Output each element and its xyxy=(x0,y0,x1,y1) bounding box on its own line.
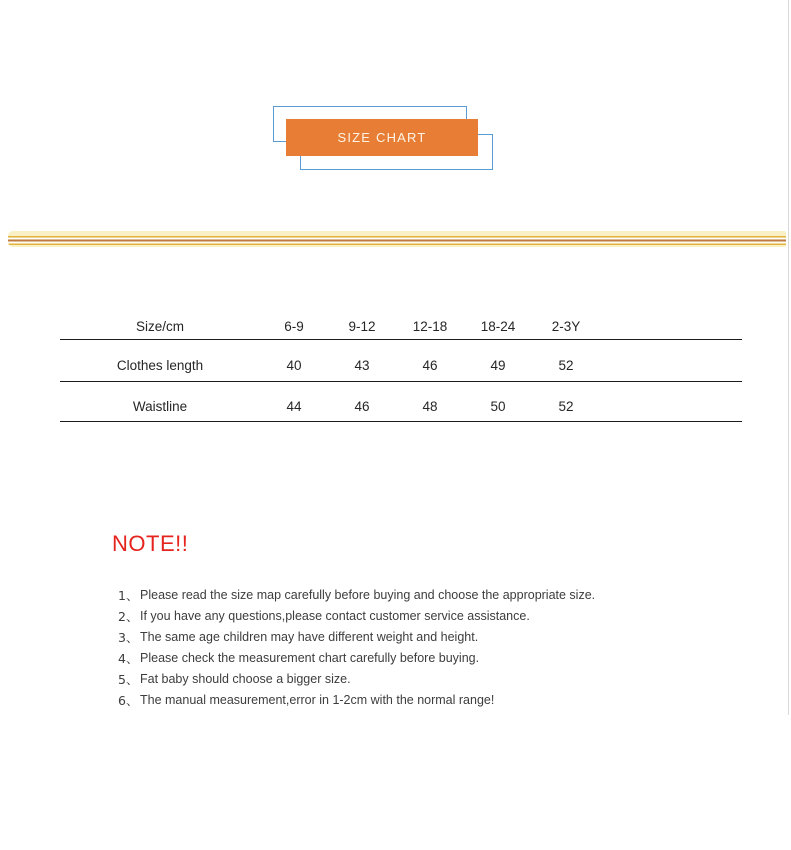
divider-band xyxy=(8,231,786,247)
note-number: 3、 xyxy=(118,630,139,645)
table-header-row xyxy=(60,312,742,340)
note-number: 2、 xyxy=(118,609,139,624)
note-heading: NOTE!! xyxy=(112,531,189,556)
table-row xyxy=(60,340,742,382)
table-row-label: Waistline xyxy=(132,399,188,414)
table-cell: 48 xyxy=(422,399,438,414)
note-number: 4、 xyxy=(118,651,139,666)
table-row xyxy=(60,382,742,422)
table-cell: 49 xyxy=(490,358,506,373)
note-item xyxy=(118,690,595,711)
note-text: Fat baby should choose a bigger size. xyxy=(140,672,351,686)
table-cell: 50 xyxy=(490,399,506,414)
table-cell: 46 xyxy=(354,399,370,414)
note-text: The manual measurement,error in 1-2cm with the normal range! xyxy=(140,693,495,707)
note-item xyxy=(118,585,595,606)
table-header-cell: 6-9 xyxy=(284,319,304,334)
table-header-cell: 2-3Y xyxy=(551,319,581,334)
table-header-cell: 12-18 xyxy=(412,319,448,334)
table-header-cell: 9-12 xyxy=(348,319,376,334)
note-number: 6、 xyxy=(118,693,139,708)
right-edge-line xyxy=(788,0,789,715)
table-cell: 46 xyxy=(422,358,438,373)
note-item xyxy=(118,648,595,669)
table-cell: 40 xyxy=(286,358,302,373)
table-header-cell: 18-24 xyxy=(480,319,516,334)
table-cell: 43 xyxy=(354,358,370,373)
note-item xyxy=(118,627,595,648)
note-number: 1、 xyxy=(118,588,139,603)
table-row-label: Clothes length xyxy=(116,358,204,373)
table-cell: 44 xyxy=(286,399,302,414)
note-text: Please read the size map carefully before buying and choose the appropriate size. xyxy=(140,588,596,602)
table-cell: 52 xyxy=(558,399,574,414)
note-text: If you have any questions,please contact customer service assistance. xyxy=(140,609,530,623)
size-table xyxy=(60,312,742,422)
note-text: Please check the measurement chart carefully before buying. xyxy=(140,651,480,665)
table-header-label: Size/cm xyxy=(135,319,184,334)
note-text: The same age children may have different weight and height. xyxy=(140,630,479,644)
note-number: 5、 xyxy=(118,672,139,687)
table-cell: 52 xyxy=(558,358,574,373)
banner-title: SIZE CHART xyxy=(337,130,427,145)
note-item xyxy=(118,669,595,690)
banner-title-box xyxy=(286,119,478,156)
note-item xyxy=(118,606,595,627)
note-list xyxy=(118,585,595,711)
